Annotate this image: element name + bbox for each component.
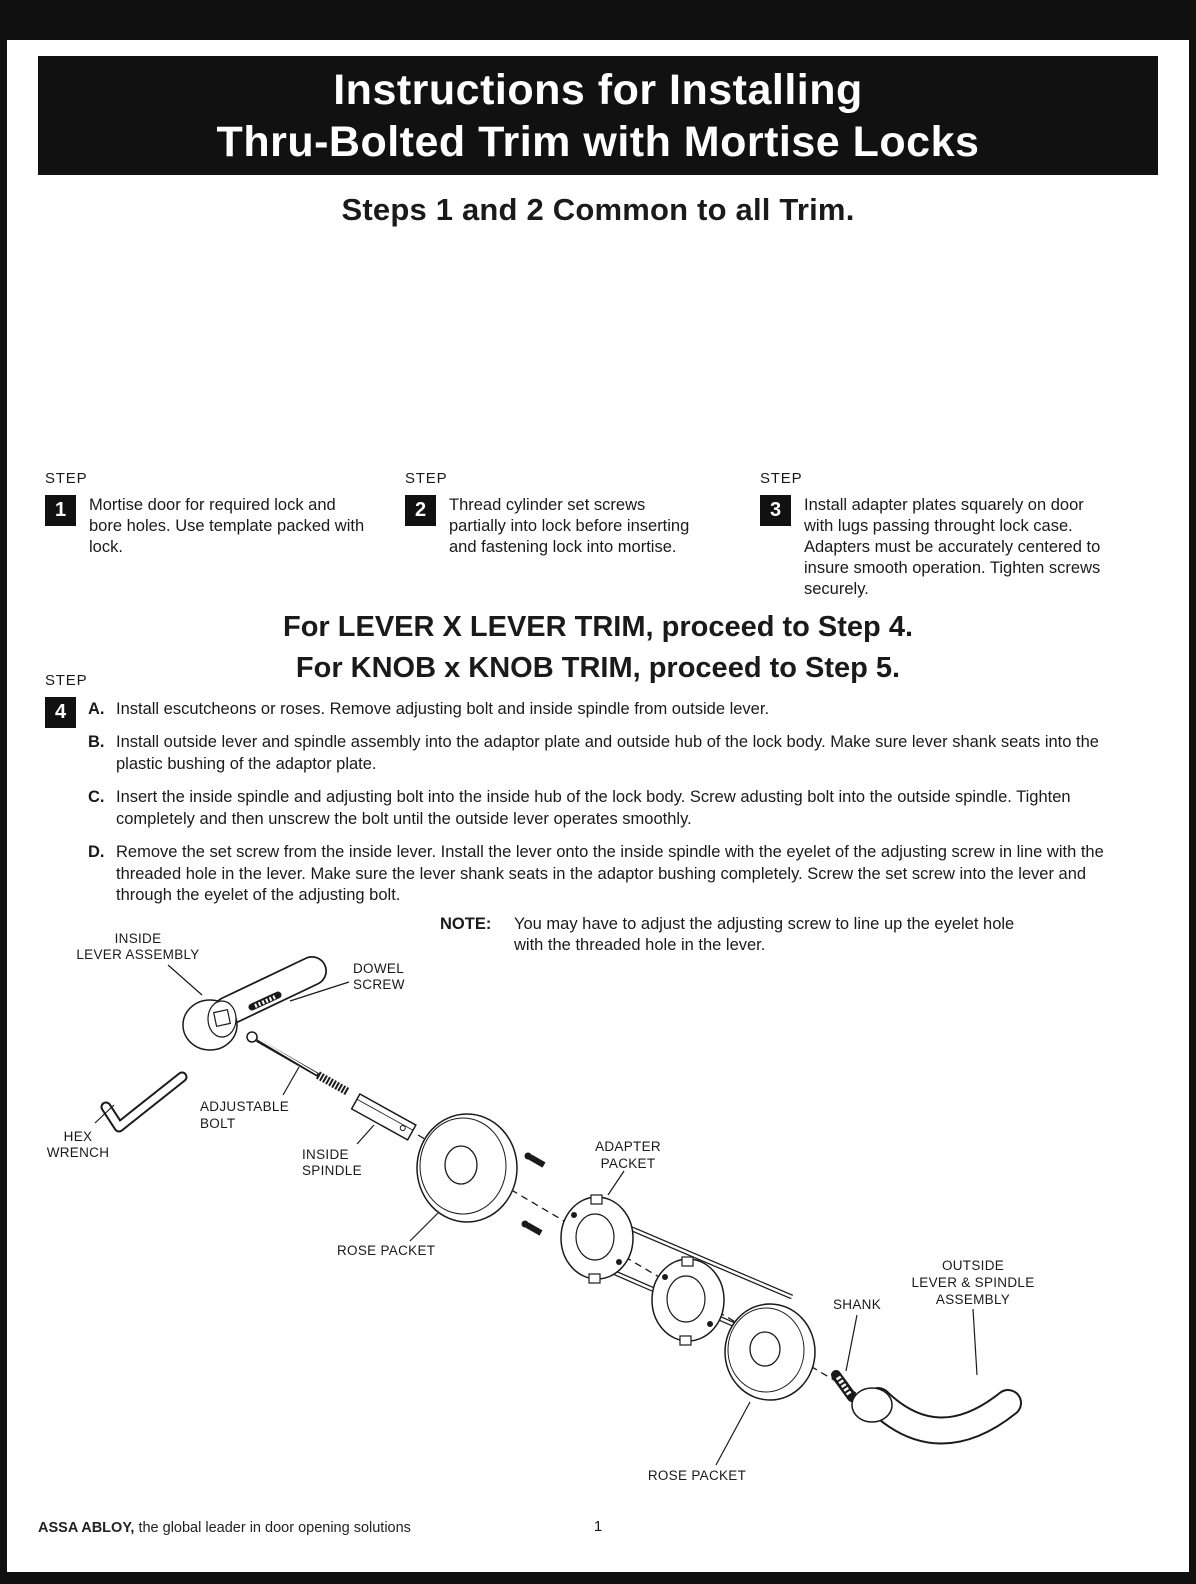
proceed-line-2: For KNOB x KNOB TRIM, proceed to Step 5. xyxy=(295,651,901,684)
label-adapter-packet: PACKET xyxy=(600,1156,656,1171)
exploded-diagram xyxy=(0,925,1196,1510)
item-text: Install outside lever and spindle assembly into the adaptor plate and outside hub of the lock body. Make sure lever shank seats into the plastic bushing of the adaptor plate. xyxy=(116,733,1099,773)
label-outside-lever: OUTSIDE xyxy=(941,1258,1005,1273)
subtitle: Steps 1 and 2 Common to all Trim. xyxy=(341,192,855,227)
adapter-plate-2-part xyxy=(652,1257,724,1345)
footer-tagline-text: the global leader in door opening solutions xyxy=(134,1520,411,1536)
step-2-block xyxy=(405,470,697,558)
adapter-plate-1-part xyxy=(561,1195,633,1283)
step-4-item-b xyxy=(88,732,1116,775)
step-3-label: STEP xyxy=(760,470,803,487)
page-frame-top xyxy=(0,0,1196,40)
label-inside-spindle: INSIDE xyxy=(302,1147,349,1162)
label-rose-packet-1: ROSE PACKET xyxy=(337,1243,436,1258)
step-1-text: Mortise door for required lock and bore holes. Use template packed with lock. xyxy=(89,496,365,557)
step-1-block xyxy=(45,470,367,558)
mounting-screw-2 xyxy=(522,1221,542,1234)
label-adjustable-bolt: BOLT xyxy=(200,1116,236,1131)
note-text: You may have to adjust the adjusting screw to line up the eyelet hole with the threaded hole in the lever. xyxy=(514,915,1015,955)
label-rose-packet-2: ROSE PACKET xyxy=(647,1468,747,1483)
label-inside-lever-assembly: INSIDE xyxy=(114,931,162,946)
step-4-number-badge: 4 xyxy=(45,697,76,728)
page-frame-bottom xyxy=(0,1572,1196,1584)
rose-packet-1-part xyxy=(417,1114,517,1222)
label-adapter-packet: ADAPTER xyxy=(595,1139,661,1154)
step-3-text: Install adapter plates squarely on door with lugs passing throught lock case. Adapters must be accurately centered to insure smooth operation. Tighten screws securely. xyxy=(804,496,1101,599)
item-letter: A. xyxy=(88,700,105,718)
title-line-2: Thru-Bolted Trim with Mortise Locks xyxy=(216,117,980,166)
rose-packet-2-part xyxy=(725,1304,815,1400)
title-banner xyxy=(38,56,1158,175)
step-1-label: STEP xyxy=(45,470,88,487)
proceed-line-1: For LEVER X LEVER TRIM, proceed to Step 4. xyxy=(282,611,914,643)
item-text: Remove the set screw from the inside lever. Install the lever onto the inside spindle with the eyelet of the adjusting screw in line with the threaded hole in the lever. Make sure the lever shank seats in the adaptor bushing completely. Screw the set screw into the lever and through the eyelet of the adjusting bolt. xyxy=(116,843,1104,905)
adjustable-bolt-part xyxy=(247,1032,348,1092)
page-number: 1 xyxy=(593,1518,603,1535)
title-line-1: Instructions for Installing xyxy=(333,66,863,114)
item-letter: C. xyxy=(88,788,105,807)
step-4-label: STEP xyxy=(45,672,88,689)
step-2-text: Thread cylinder set screws partially into lock before inserting and fastening lock into mortise. xyxy=(449,496,690,557)
label-inside-lever-assembly: LEVER ASSEMBLY xyxy=(76,947,200,962)
inside-spindle-part xyxy=(352,1094,416,1140)
footer-brand: ASSA ABLOY, xyxy=(38,1520,135,1536)
step-4-item-a xyxy=(88,699,1116,720)
label-adjustable-bolt: ADJUSTABLE xyxy=(200,1099,290,1114)
item-letter: B. xyxy=(88,733,105,752)
step-2-number-badge: 2 xyxy=(405,495,436,526)
step-3-number-badge: 3 xyxy=(760,495,791,526)
label-dowel-screw: DOWEL xyxy=(353,961,405,976)
label-inside-spindle: SPINDLE xyxy=(302,1163,362,1178)
step-4-item-d xyxy=(88,842,1116,906)
label-hex-wrench: HEX xyxy=(63,1129,93,1144)
step-4-items xyxy=(88,699,1116,919)
note-label: NOTE: xyxy=(440,915,492,933)
label-outside-lever: LEVER & SPINDLE xyxy=(911,1275,1035,1290)
step-2-label: STEP xyxy=(405,470,448,487)
label-dowel-screw: SCREW xyxy=(353,977,405,992)
label-shank: SHANK xyxy=(832,1297,882,1312)
hex-wrench-part xyxy=(106,1077,182,1127)
label-hex-wrench: WRENCH xyxy=(46,1145,110,1160)
item-text: Insert the inside spindle and adjusting bolt into the inside hub of the lock body. Screw adusting bolt into the outside spindle. Tighten completely and then unscrew the bolt until the outside lever operates smoothly. xyxy=(116,788,1071,828)
label-outside-lever: ASSEMBLY xyxy=(935,1292,1011,1307)
step-1-number-badge: 1 xyxy=(45,495,76,526)
proceed-heading xyxy=(0,607,1196,688)
item-letter: D. xyxy=(88,843,105,862)
mounting-screw-1 xyxy=(525,1153,545,1166)
outside-lever-assembly-part xyxy=(836,1375,1008,1431)
item-text: Install escutcheons or roses. Remove adjusting bolt and inside spindle from outside lever. xyxy=(116,700,770,718)
step-4-item-c xyxy=(88,787,1116,830)
step-3-block xyxy=(760,470,1108,601)
